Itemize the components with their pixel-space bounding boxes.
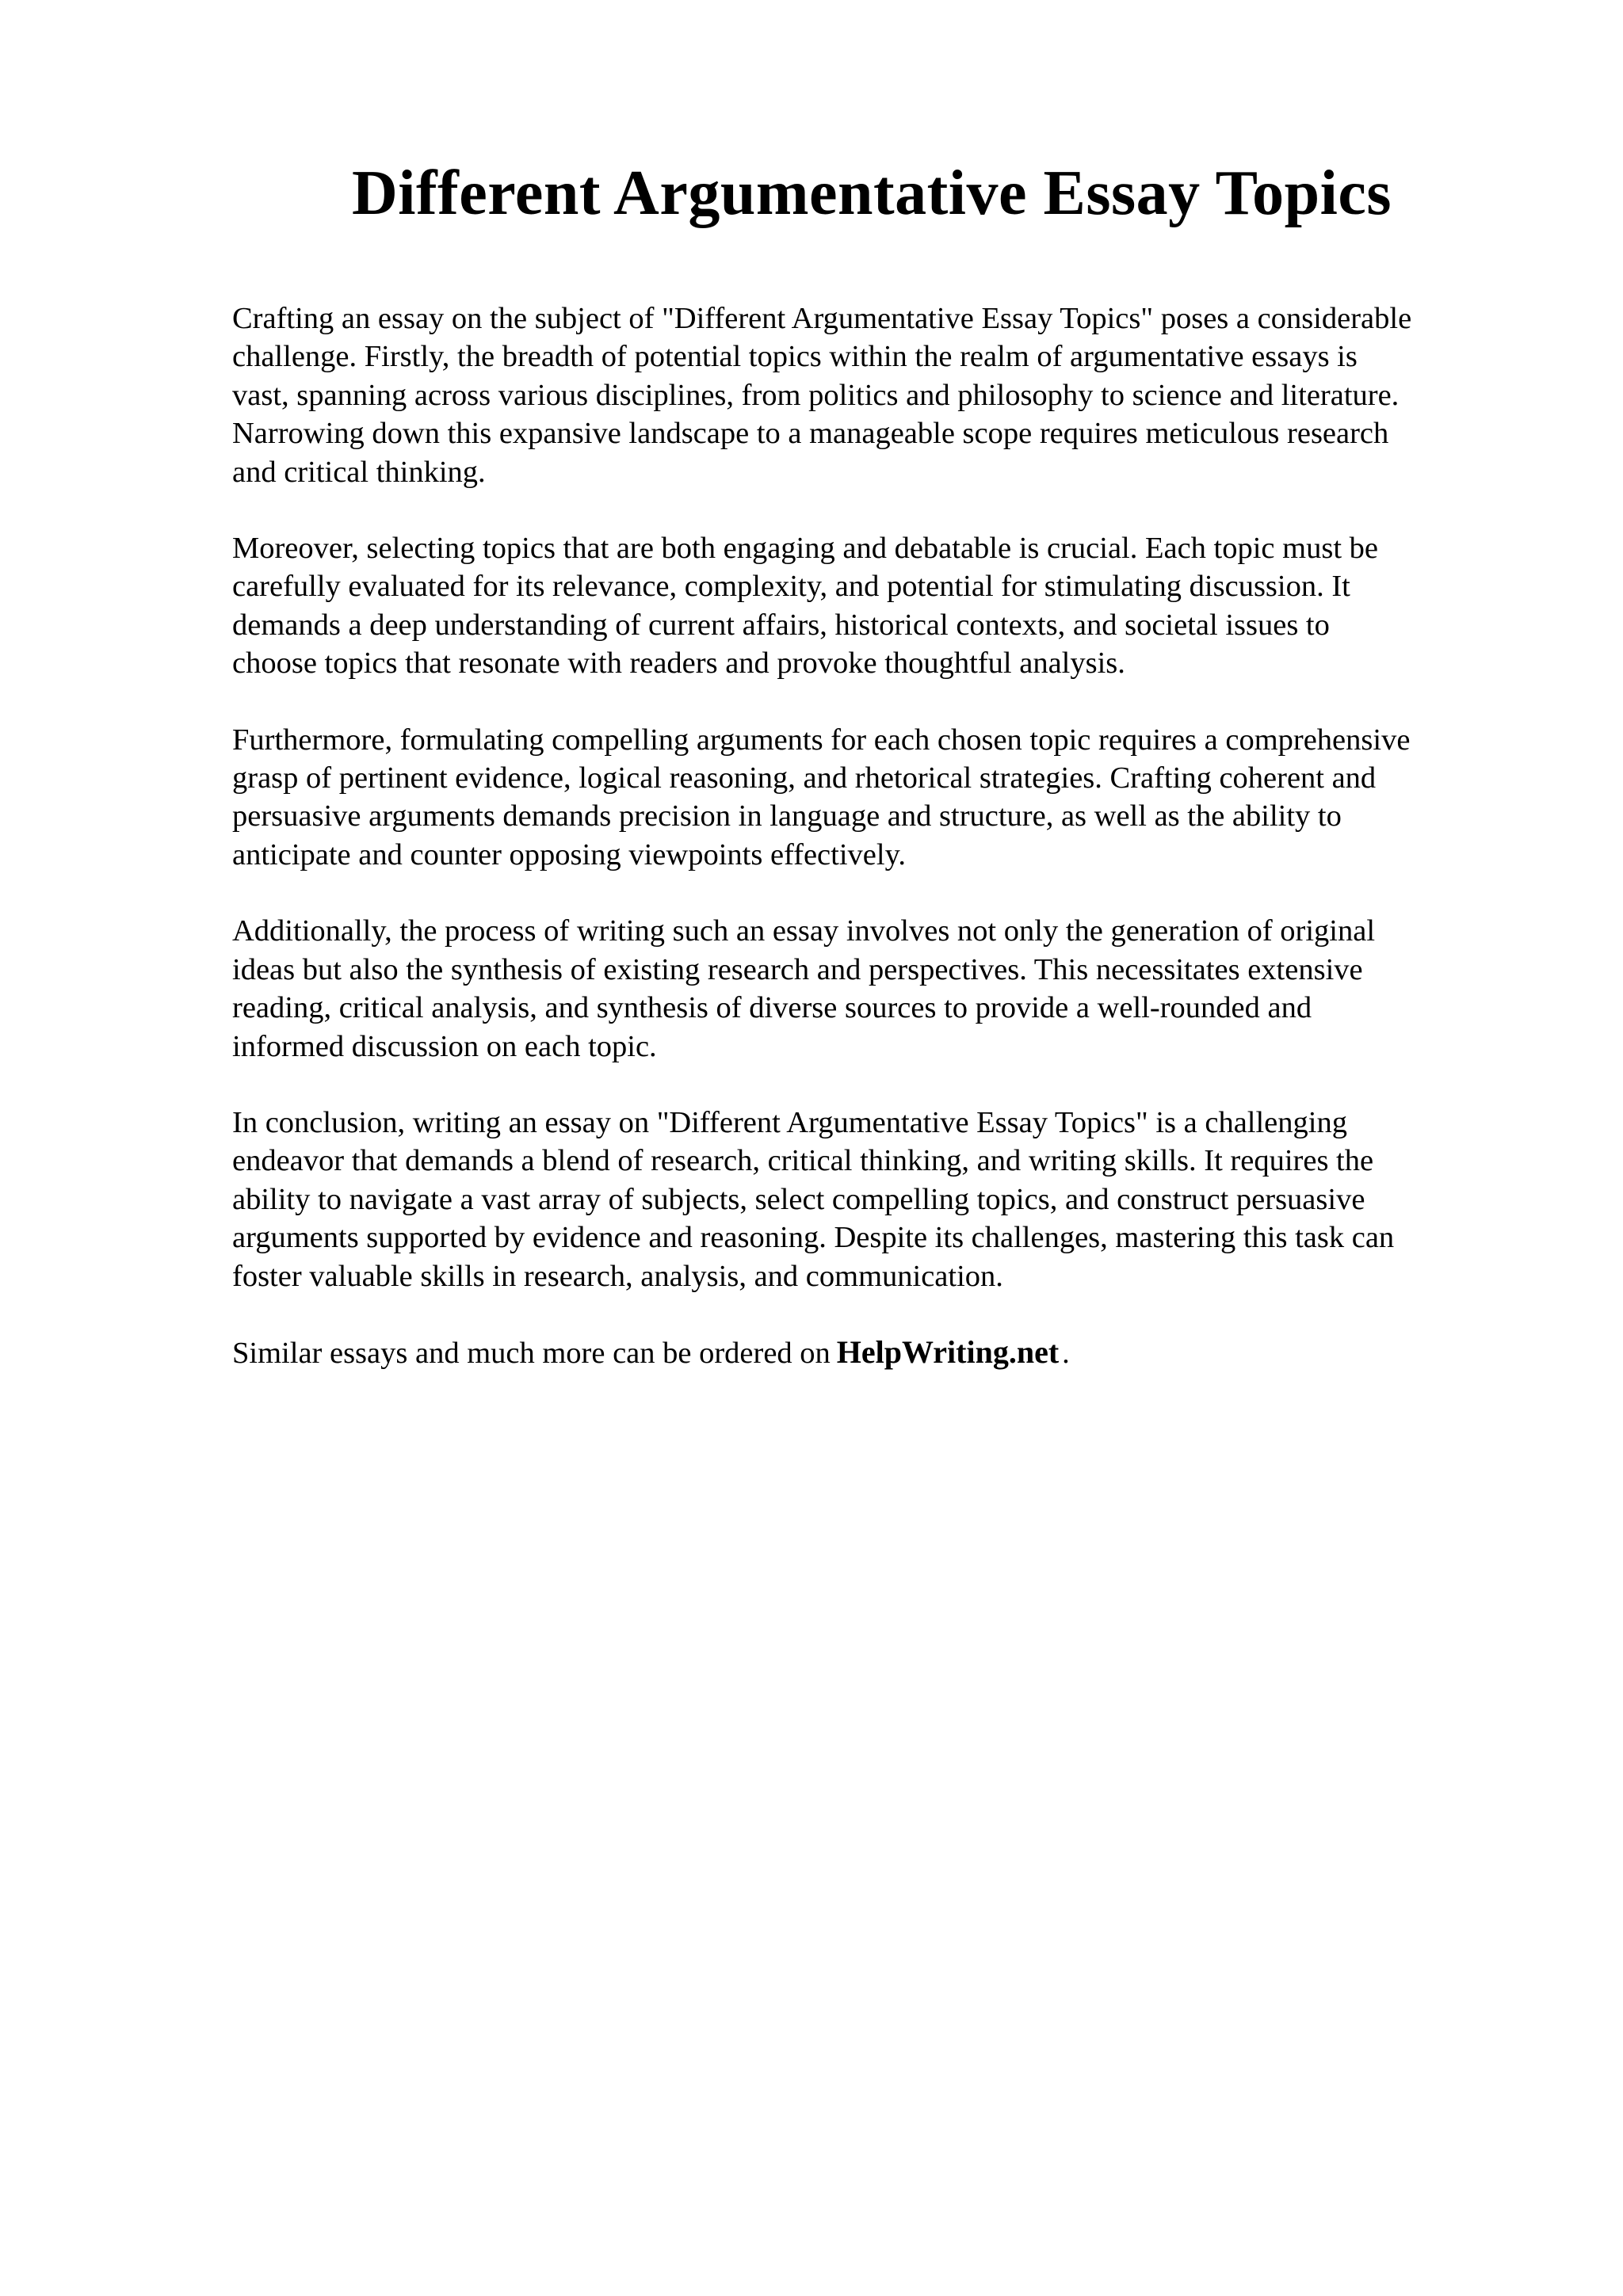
- paragraph-1: [232, 299, 1548, 491]
- essay-body: [232, 299, 1548, 1410]
- text-line: ability to navigate a vast array of subjects, select compelling topics, and construct persuasive: [232, 1182, 1365, 1216]
- text-line: Narrowing down this expansive landscape to a manageable scope requires meticulous research: [232, 417, 1389, 451]
- paragraph-3: [232, 721, 1548, 875]
- text-line: In conclusion, writing an essay on "Different Argumentative Essay Topics" is a challenging: [232, 1105, 1347, 1139]
- text-line: choose topics that resonate with readers and provoke thoughtful analysis.: [232, 646, 1125, 681]
- footer-line: [232, 1333, 1548, 1372]
- text-line: demands a deep understanding of current affairs, historical contexts, and societal issues to: [232, 608, 1330, 642]
- text-line: anticipate and counter opposing viewpoints effectively.: [232, 837, 906, 871]
- footer-period: .: [1062, 1336, 1070, 1370]
- text-line: carefully evaluated for its relevance, complexity, and potential for stimulating discussion. It: [232, 570, 1350, 604]
- text-line: ideas but also the synthesis of existing research and perspectives. This necessitates extensive: [232, 952, 1363, 986]
- paragraph-4: [232, 912, 1548, 1066]
- text-line: arguments supported by evidence and reasoning. Despite its challenges, mastering this task can: [232, 1221, 1395, 1255]
- text-line: Crafting an essay on the subject of "Different Argumentative Essay Topics" poses a considerable: [232, 302, 1412, 335]
- text-line: Furthermore, formulating compelling arguments for each chosen topic requires a comprehensive: [232, 723, 1411, 757]
- text-line: Moreover, selecting topics that are both engaging and debatable is crucial. Each topic must be: [232, 532, 1378, 566]
- text-line: endeavor that demands a blend of research, critical thinking, and writing skills. It requires the: [232, 1144, 1374, 1178]
- footer-note: [232, 1333, 1548, 1372]
- text-line: vast, spanning across various disciplines, from politics and philosophy to science and literature.: [232, 378, 1400, 412]
- text-line: Additionally, the process of writing such an essay involves not only the generation of original: [232, 914, 1376, 948]
- text-line: foster valuable skills in research, analysis, and communication.: [232, 1259, 1003, 1293]
- text-line: informed discussion on each topic.: [232, 1029, 657, 1063]
- text-line: reading, critical analysis, and synthesis of diverse sources to provide a well-rounded and: [232, 991, 1312, 1025]
- text-line: challenge. Firstly, the breadth of potential topics within the realm of argumentative essays is: [232, 340, 1358, 374]
- footer-text: Similar essays and much more can be ordered on: [232, 1336, 831, 1370]
- helpwriting-link[interactable]: HelpWriting.net: [836, 1333, 1060, 1370]
- paragraph-2: [232, 529, 1548, 683]
- text-line: and critical thinking.: [232, 455, 486, 489]
- paragraph-5: [232, 1104, 1548, 1295]
- text-line: grasp of pertinent evidence, logical reasoning, and rhetorical strategies. Crafting coherent and: [232, 761, 1377, 795]
- text-line: persuasive arguments demands precision in language and structure, as well as the ability to: [232, 799, 1342, 833]
- page-title: Different Argumentative Essay Topics: [351, 158, 1392, 228]
